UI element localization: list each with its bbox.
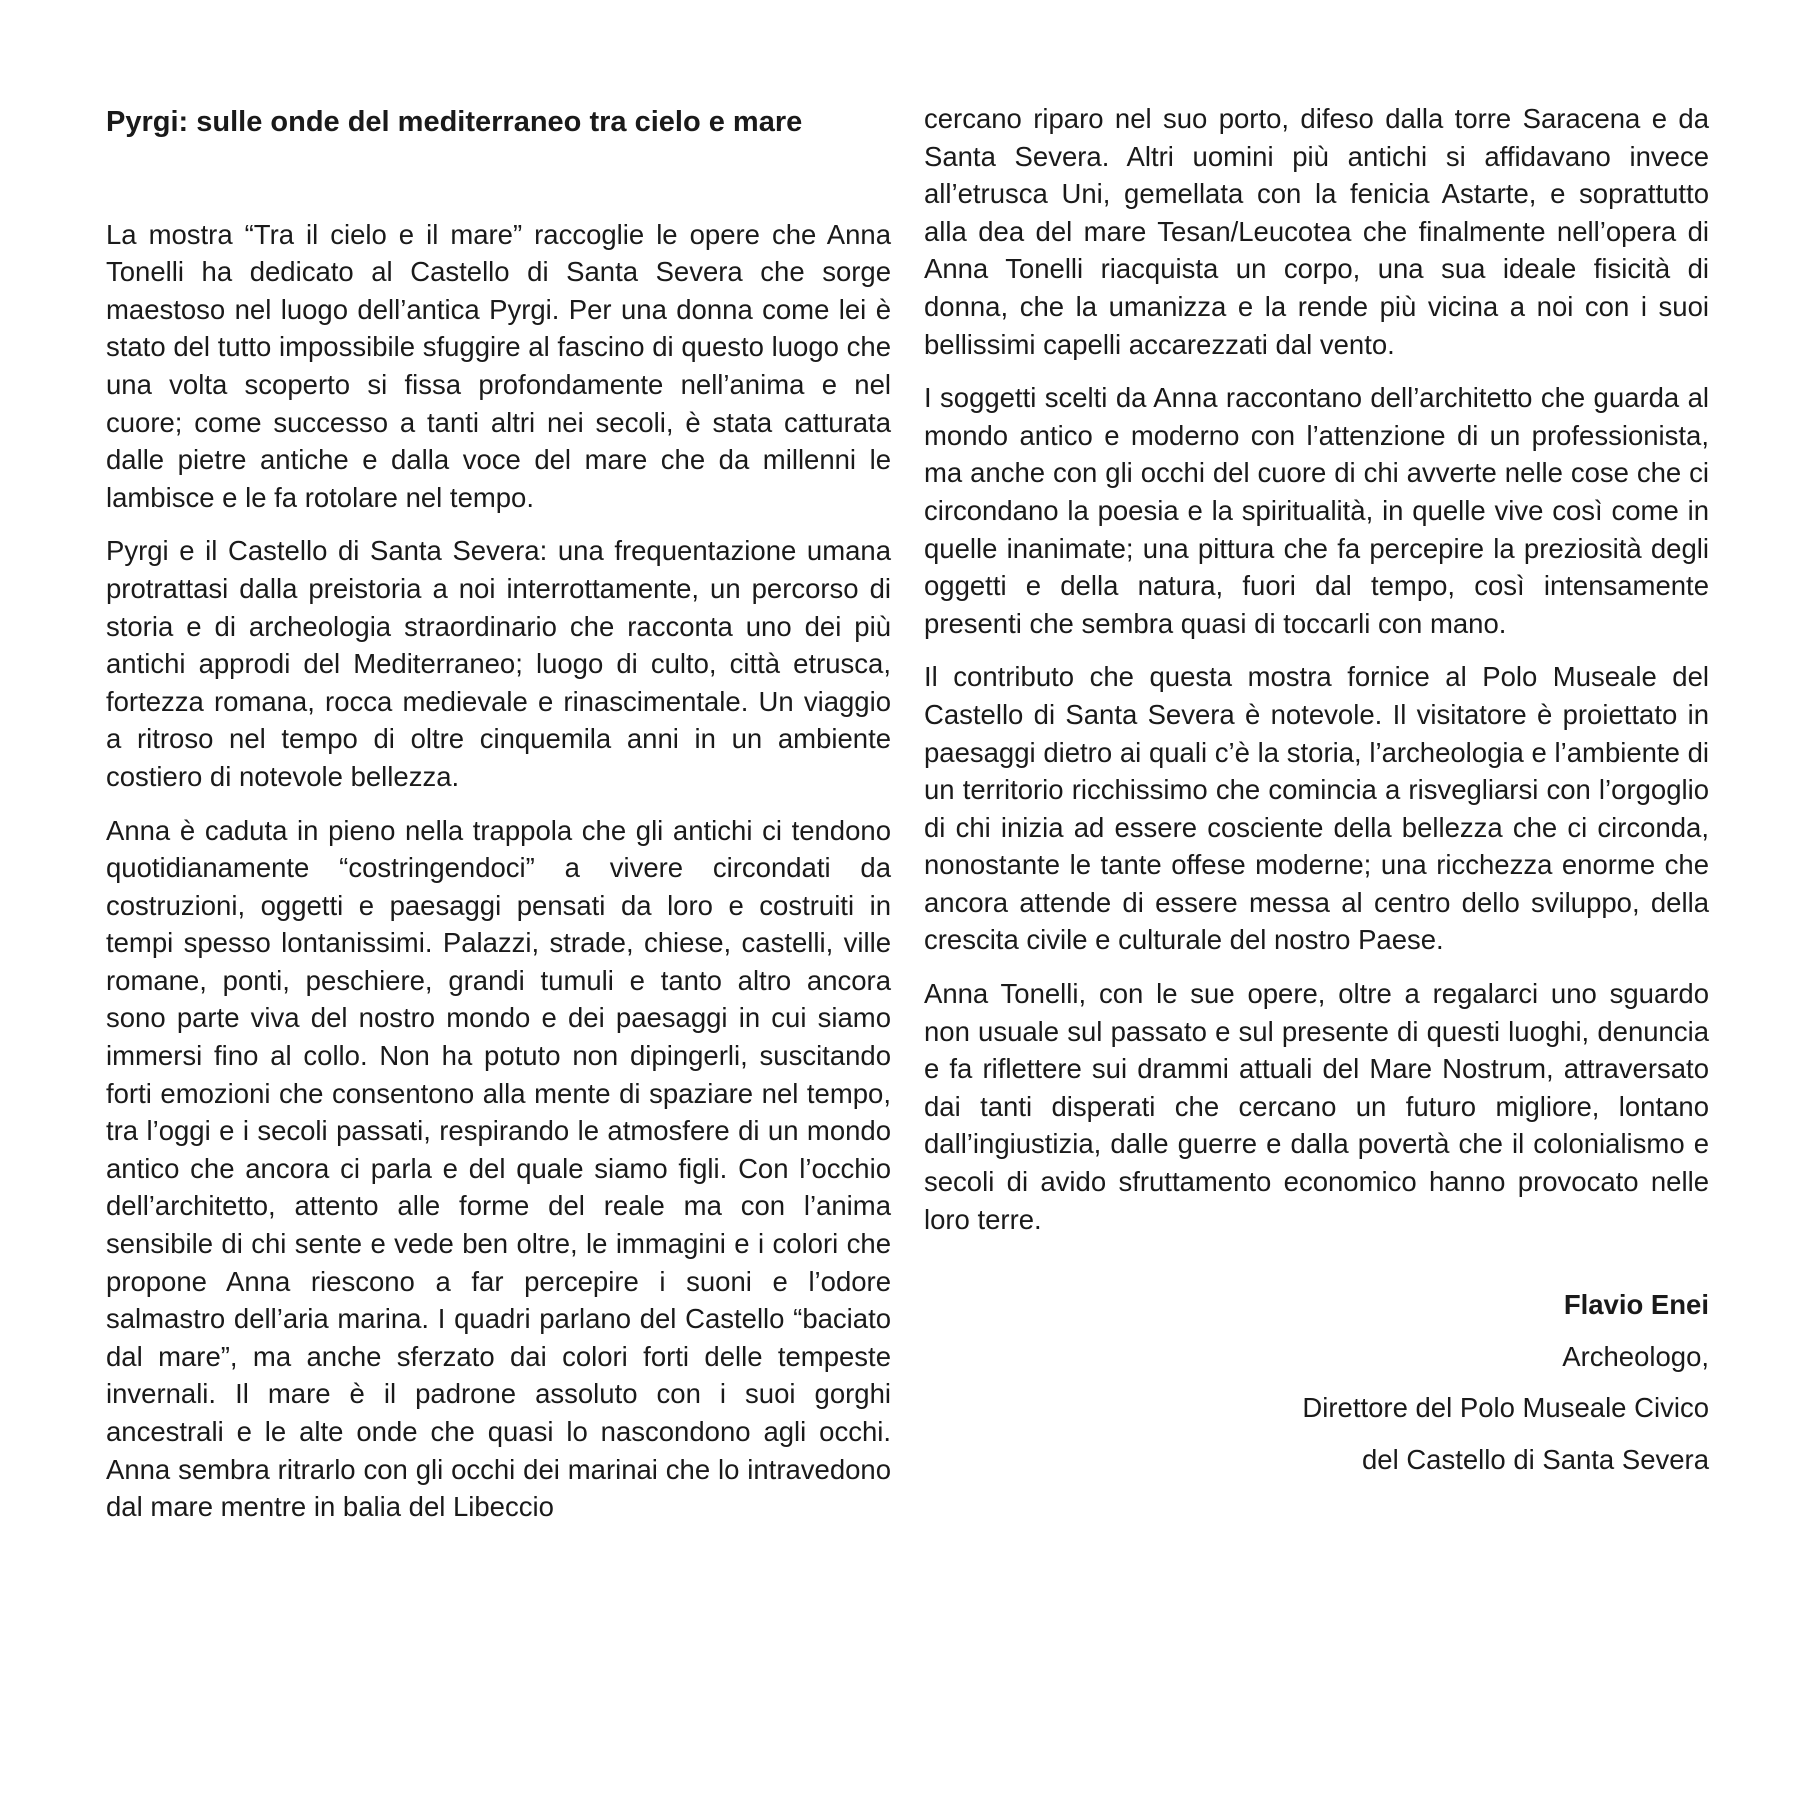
paragraph: cercano riparo nel suo porto, difeso dalla torre Saracena e da Santa Severa. Altri uomini più antichi si affidavano invece all’etrusca Uni, gemellata con la fenicia Astarte, e soprattutto alla dea del mare Tesan/Leucotea che finalmente nell’opera di Anna Tonelli riacquista un corpo, una sua ideale fisicità di donna, che la umanizza e la rende più vicina a noi con i suoi bellissimi capelli accarezzati dal vento. (924, 103, 1709, 360)
author-name: Flavio Enei (1563, 1289, 1709, 1321)
paragraph: Anna è caduta in pieno nella trappola che gli antichi ci tendono quotidianamente “costringendoci” a vivere circondati da costruzioni, oggetti e paesaggi pensati da loro e costruiti in tempi spesso lontanissimi. Palazzi, strade, chiese, castelli, ville romane, ponti, peschiere, grandi tumuli e tanto altro ancora sono parte viva del nostro mondo e dei paesaggi in cui siamo immersi fino al collo. Non ha potuto non dipingerli, suscitando forti emozioni che consentono alla mente di spaziare nel tempo, tra l’oggi e i secoli passati, respirando le atmosfere di un mondo antico che ancora ci parla e del quale siamo figli. Con l’occhio dell’architetto, attento alle forme del reale ma con l’anima sensibile di chi sente e vede ben oltre, le immagini e i colori che propone Anna riescono a far percepire i suoni e l’odore salmastro dell’aria marina. I quadri parlano del Castello “baciato dal mare”, ma anche sferzato dai colori forti delle tempeste invernali. Il mare è il padrone assoluto con i suoi gorghi ancestrali e le alte onde che quasi lo nascondono agli occhi. Anna sembra ritrarlo con gli occhi dei marinai che lo intravedono dal mare mentre in balia del Libeccio (106, 814, 891, 1523)
article-title: Pyrgi: sulle onde del mediterraneo tra cielo e mare (106, 106, 803, 138)
paragraph: Il contributo che questa mostra fornice al Polo Museale del Castello di Santa Severa è notevole. Il visitatore è proiettato in paesaggi dietro ai quali c’è la storia, l’archeologia e l’ambiente di un territorio ricchissimo che comincia a risvegliarsi con l’orgoglio di chi inizia ad essere cosciente della bellezza che ci circonda, nonostante le tante offese moderne; una ricchezza enorme che ancora attende di essere messa al centro dello sviluppo, della crescita civile e culturale del nostro Paese. (924, 661, 1709, 956)
author-role: Archeologo, (1562, 1340, 1709, 1372)
signature-block (924, 1286, 1709, 1478)
paragraph: Pyrgi e il Castello di Santa Severa: una frequentazione umana protrattasi dalla preistoria a noi interrottamente, un percorso di storia e di archeologia straordinario che racconta uno dei più antichi approdi del Mediterraneo; luogo di culto, città etrusca, fortezza romana, rocca medievale e rinascimentale. Un viaggio a ritroso nel tempo di oltre cinquemila anni in un ambiente costiero di notevole bellezza. (106, 535, 891, 792)
paragraph: La mostra “Tra il cielo e il mare” raccoglie le opere che Anna Tonelli ha dedicato al Castello di Santa Severa che sorge maestoso nel luogo dell’antica Pyrgi. Per una donna come lei è stato del tutto impossibile sfuggire al fascino di questo luogo che una volta scoperto si fissa profondamente nell’anima e nel cuore; come successo a tanti altri nei secoli, è stata catturata dalle pietre antiche e dalla voce del mare che da millenni le lambisce e le fa rotolare nel tempo. (106, 218, 891, 513)
paragraph: I soggetti scelti da Anna raccontano dell’architetto che guarda al mondo antico e moderno con l’attenzione di un professionista, ma anche con gli occhi del cuore di chi avverte nelle cose che ci circondano la poesia e la spiritualità, in quelle vive così come in quelle inanimate; una pittura che fa percepire la preziosità degli oggetti e della natura, fuori dal tempo, così intensamente presenti che sembra quasi di toccarli con mano. (924, 382, 1709, 639)
left-column (106, 100, 891, 1542)
author-position: Direttore del Polo Museale Civico (1302, 1392, 1709, 1424)
paragraph: Anna Tonelli, con le sue opere, oltre a regalarci uno sguardo non usuale sul passato e sul presente di questi luoghi, denuncia e fa riflettere sui drammi attuali del Mare Nostrum, attraversato dai tanti disperati che cercano un futuro migliore, lontano dall’ingiustizia, dalle guerre e dalla povertà che il colonialismo e secoli di avido sfruttamento economico hanno provocato nelle loro terre. (924, 978, 1709, 1235)
right-column (924, 100, 1709, 1479)
author-position-institution: del Castello di Santa Severa (1361, 1444, 1709, 1475)
